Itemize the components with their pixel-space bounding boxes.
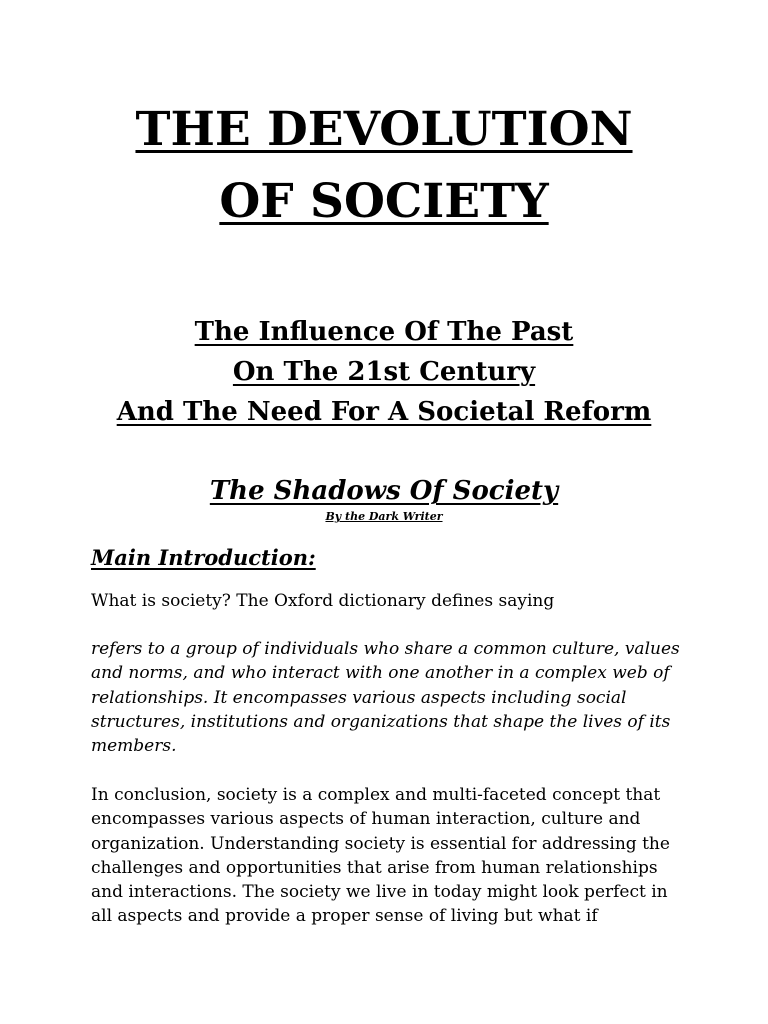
main-introduction-heading-text: Main Introduction: <box>91 545 316 570</box>
conclusion-line: encompasses various aspects of human interaction, culture and <box>91 809 641 830</box>
byline <box>0 510 768 524</box>
section-title <box>0 474 768 508</box>
conclusion-paragraph <box>91 783 691 929</box>
document-title-text-2: OF SOCIETY <box>219 174 549 229</box>
subtitle-line-2 <box>0 352 768 392</box>
conclusion-line: and interactions. The society we live in today might look perfect in <box>91 882 668 903</box>
byline-text: By the Dark Writer <box>325 510 443 523</box>
intro-sentence: What is society? The Oxford dictionary defines saying <box>91 591 555 611</box>
subtitle-text-2: On The 21st Century <box>232 357 536 387</box>
document-title-line-1 <box>0 102 768 158</box>
section-title-text: The Shadows Of Society <box>209 476 559 506</box>
conclusion-line: In conclusion, society is a complex and multi-faceted concept that <box>91 785 661 805</box>
definition-paragraph <box>91 637 691 758</box>
definition-line: structures, institutions and organizations that shape the lives of its <box>91 711 671 732</box>
subtitle-line-1 <box>0 312 768 352</box>
document-title-line-2 <box>0 174 768 230</box>
subtitle-text-1: The Influence Of The Past <box>194 317 574 347</box>
conclusion-line: all aspects and provide a proper sense of living but what if <box>91 906 598 927</box>
conclusion-line: challenges and opportunities that arise from human relationships <box>91 857 658 878</box>
subtitle-text-3: And The Need For A Societal Reform <box>116 397 652 427</box>
intro-paragraph <box>91 589 691 613</box>
main-introduction-heading <box>91 544 316 572</box>
definition-line: refers to a group of individuals who share a common culture, values <box>91 639 680 659</box>
definition-line: members. <box>91 736 177 757</box>
document-title-text-1: THE DEVOLUTION <box>135 102 633 157</box>
definition-line: and norms, and who interact with one another in a complex web of <box>91 663 670 684</box>
definition-line: relationships. It encompasses various aspects including social <box>91 687 627 708</box>
subtitle-line-3 <box>0 392 768 432</box>
conclusion-line: organization. Understanding society is essential for addressing the <box>91 833 670 854</box>
